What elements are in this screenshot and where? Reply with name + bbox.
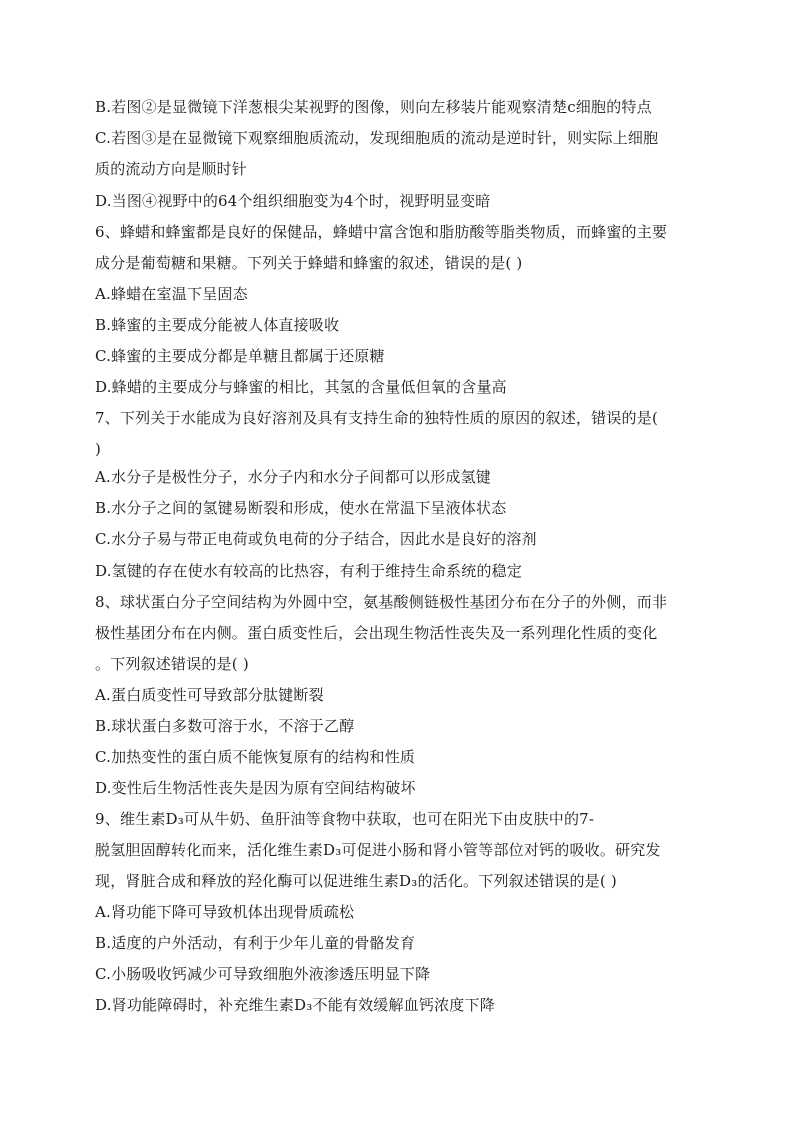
question-7-stem-cont: ) [95,440,102,458]
q7-option-b: B.水分子之间的氢键易断裂和形成，使水在常温下呈液体状态 [95,499,507,517]
q9-option-b: B.适度的户外活动，有利于少年儿童的骨骼发育 [95,934,416,952]
q6-option-c: C.蜂蜜的主要成分都是单糖且都属于还原糖 [95,347,385,365]
q8-option-a: A.蛋白质变性可导致部分肽键断裂 [95,686,324,704]
question-9-stem: 9、维生素D₃可从牛奶、鱼肝油等食物中获取，也可在阳光下由皮肤中的7- [95,810,595,828]
q6-option-b: B.蜂蜜的主要成分能被人体直接吸收 [95,316,340,334]
question-8-stem-cont: 极性基团分布在内侧。蛋白质变性后，会出现生物活性丧失及一系列理化性质的变化 [95,624,658,642]
text-line-q5-option-b: B.若图②是显微镜下洋葱根尖某视野的图像，则向左移装片能观察清楚c细胞的特点 [95,98,652,116]
q9-option-a: A.肾功能下降可导致机体出现骨质疏松 [95,903,355,921]
question-9-stem-cont: 脱氢胆固醇转化而来，活化维生素D₃可促进小肠和肾小管等部位对钙的吸收。研究发 [95,841,661,859]
q9-option-d: D.肾功能障碍时，补充维生素D₃不能有效缓解血钙浓度下降 [95,996,495,1014]
q6-option-a: A.蜂蜡在室温下呈固态 [95,285,248,303]
text-line-q5-option-c: C.若图③是在显微镜下观察细胞质流动，发现细胞质的流动是逆时针，则实际上细胞 [95,129,659,147]
q8-option-b: B.球状蛋白多数可溶于水，不溶于乙醇 [95,717,355,735]
q8-option-d: D.变性后生物活性丧失是因为原有空间结构破坏 [95,779,416,797]
question-6-stem-cont: 成分是葡萄糖和果糖。下列关于蜂蜡和蜂蜜的叙述，错误的是( ) [95,254,523,272]
q8-option-c: C.加热变性的蛋白质不能恢复原有的结构和性质 [95,748,416,766]
q7-option-a: A.水分子是极性分子，水分子内和水分子间都可以形成氢键 [95,468,492,486]
q6-option-d: D.蜂蜡的主要成分与蜂蜜的相比，其氢的含量低但氧的含量高 [95,378,507,396]
question-8-stem-cont-2: 。下列叙述错误的是( ) [95,655,249,673]
text-line-q5-option-d: D.当图④视野中的64个组织细胞变为4个时，视野明显变暗 [95,192,491,210]
question-6-stem: 6、蜂蜡和蜂蜜都是良好的保健品，蜂蜡中富含饱和脂肪酸等脂类物质，而蜂蜜的主要 [95,223,668,241]
q7-option-d: D.氢键的存在使水有较高的比热容，有利于维持生命系统的稳定 [95,562,523,580]
q7-option-c: C.水分子易与带正电荷或负电荷的分子结合，因此水是良好的溶剂 [95,530,537,548]
question-9-stem-cont-2: 现，肾脏合成和释放的羟化酶可以促进维生素D₃的活化。下列叙述错误的是( ) [95,872,617,890]
question-8-stem: 8、球状蛋白分子空间结构为外圆中空，氨基酸侧链极性基团分布在分子的外侧，而非 [95,593,668,611]
text-line-q5-option-c-cont: 质的流动方向是顺时针 [95,160,248,178]
q9-option-c: C.小肠吸收钙减少可导致细胞外液渗透压明显下降 [95,965,431,983]
question-7-stem: 7、下列关于水能成为良好溶剂及具有支持生命的独特性质的原因的叙述，错误的是( [95,409,658,427]
